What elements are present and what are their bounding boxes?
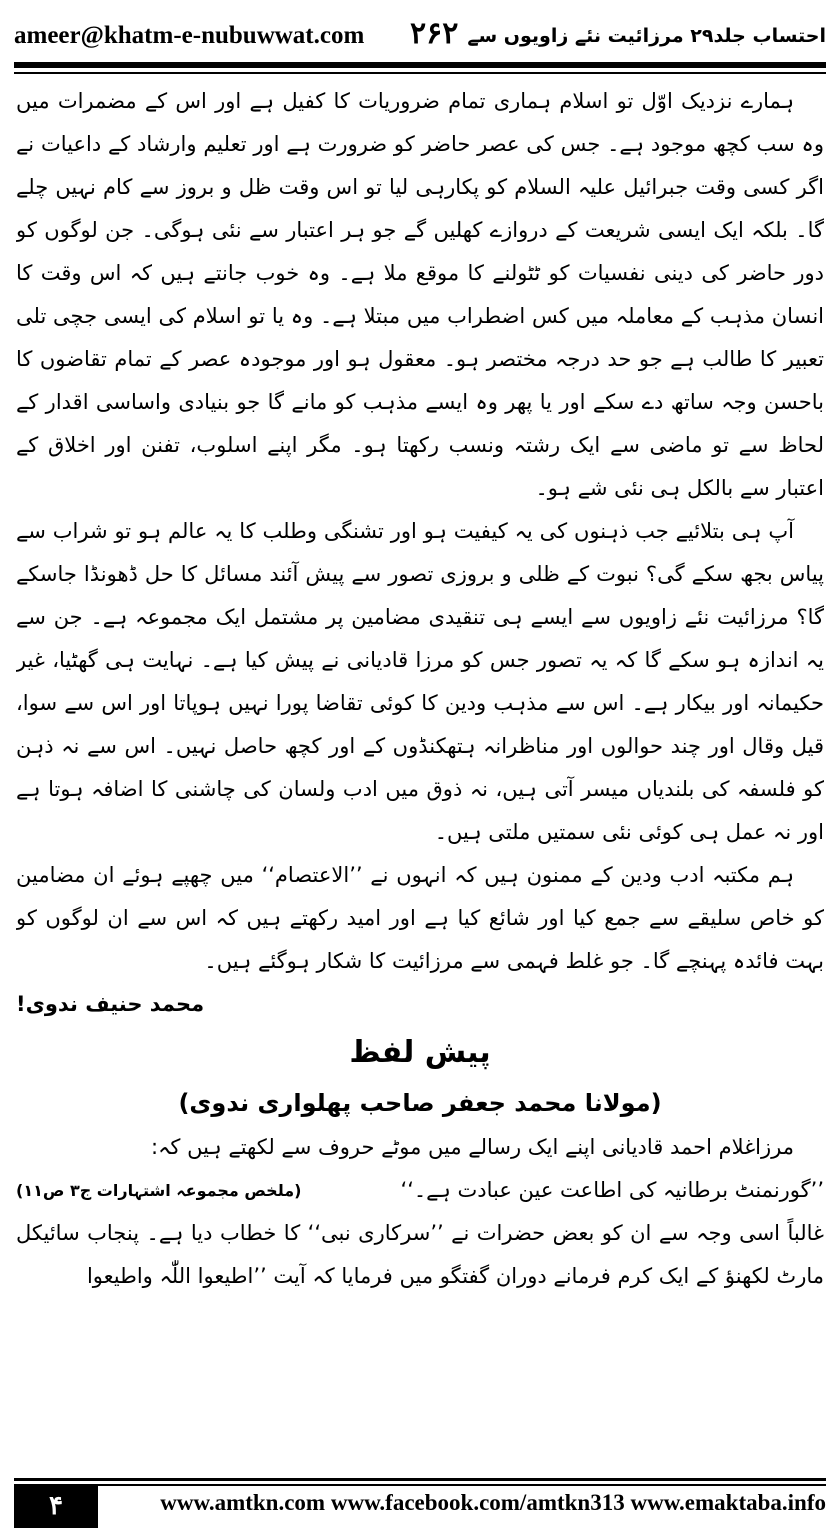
paragraph-3: ہم مکتبہ ادب ودین کے ممنون ہیں کہ انہوں نے ’’الاعتصام‘‘ میں چھپے ہوئے ان مضامین کو خاص سلیقے سے جمع کیا اور شائع کیا ہے اور امید رکھتے ہیں کہ اس سے ان لوگوں کو بہت فائدہ پہنچے گا۔ جو غلط فہمی سے مرزائیت کا شکار ہوگئے ہیں۔ [16, 863, 824, 973]
paragraph-2: آپ ہی بتلائیے جب ذہنوں کی یہ کیفیت ہو اور تشنگی وطلب کا یہ عالم ہو تو شراب سے پیاس بجھ سکے گی؟ نبوت کے ظلی و بروزی تصور سے پیش آئند مسائل کا حل ڈھونڈا جاسکے گا؟ مرزائیت نئے زاویوں سے ایسے ہی تنقیدی مضامین پر مشتمل ایک مجموعہ ہے۔ جن سے یہ اندازہ ہو سکے گا کہ یہ تصور جس کو مرزا قادیانی نے پیش کیا ہے۔ نہایت ہی گھٹیا، غیر حکیمانہ اور بیکار ہے۔ اس سے مذہب ودین کا کوئی تقاضا پورا نہیں ہوپاتا اور اس سے سوا، قیل وقال اور چند حوالوں اور مناظرانہ ہتھکنڈوں کے اور کچھ حاصل نہیں۔ اس سے نہ ذہن کو فلسفہ کی بلندیاں میسر آتی ہیں، نہ ذوق میں ادب ولسان کی چاشنی کا اضافہ ہوتا ہے اور نہ عمل ہی کوئی نئی سمتیں ملتی ہیں۔ [16, 519, 824, 844]
header-page-number: ۲۶۲ [410, 16, 459, 51]
header-book-title: احتساب جلد۲۹ مرزائیت نئے زاویوں سے [467, 25, 826, 47]
paragraph-1: ہمارے نزدیک اوّل تو اسلام ہماری تمام ضروریات کا کفیل ہے اور اس کے مضمرات میں وہ سب کچھ موجود ہے۔ جس کی عصر حاضر کو ضرورت ہے اور تعلیم وارشاد کے داعیات نے اگر کسی وقت جبرائیل علیہ السلام کو پکارہی لیا تو اس وقت ظل و بروز سے کام نہیں چلے گا۔ بلکہ ایک ایسی شریعت کے دروازے کھلیں گے جو ہر اعتبار سے نئی ہوگی۔ جن لوگوں کو دور حاضر کی دینی نفسیات کو ٹٹولنے کا موقع ملا ہے۔ وہ خوب جانتے ہیں کہ اس وقت کا انسان مذہب کے معاملہ میں کس اضطراب میں مبتلا ہے۔ وہ یا تو اسلام کی ایسی جچی تلی تعبیر کا طالب ہے جو حد درجہ مختصر ہو۔ معقول ہو اور موجودہ عصر کے تمام تقاضوں کا باحسن وجہ ساتھ دے سکے اور یا پھر وہ ایسے مذہب کو مانے گا جو بنیادی واساسی اقدار کے لحاظ سے تو ماضی سے ایک رشتہ ونسب رکھتا ہو۔ مگر اپنے اسلوب، تفنن اور اخلاق کے اعتبار سے بالکل ہی نئی شے ہو۔ [16, 89, 824, 500]
paragraph-4: مرزاغلام احمد قادیانی اپنے ایک رسالے میں موٹے حروف سے لکھتے ہیں کہ: [151, 1135, 794, 1159]
section-subtitle: (مولانا محمد جعفر صاحب پھلواری ندوی) [178, 1089, 662, 1117]
footer-page-box: ۴ [14, 1484, 98, 1528]
section-title: پیش لفظ [349, 1035, 491, 1070]
quote-row [16, 1169, 824, 1212]
header-rule-thick [14, 62, 826, 68]
header-email[interactable]: ameer@khatm-e-nubuwwat.com [14, 22, 365, 49]
header-rule-thin [14, 72, 826, 74]
page-content [16, 80, 824, 1462]
page-header [14, 14, 826, 58]
footer-urls[interactable]: www.amtkn.com www.facebook.com/amtkn313 www.emaktaba.info [160, 1490, 826, 1515]
footer-rule-top [14, 1478, 826, 1481]
page-footer [14, 1478, 826, 1528]
footer-rule-bottom [14, 1484, 826, 1486]
paragraph-5: غالباً اسی وجہ سے ان کو بعض حضرات نے ’’سرکاری نبی‘‘ کا خطاب دیا ہے۔ پنجاب سائیکل مارٹ لکھنؤ کے ایک کرم فرمانے دوران گفتگو میں فرمایا کہ آیت ’’اطیعوا اللّٰہ واطیعوا [16, 1221, 824, 1288]
quote-text: ’’گورنمنٹ برطانیہ کی اطاعت عین عبادت ہے۔‘‘ [400, 1178, 824, 1202]
signature: محمد حنیف ندوی! [16, 992, 205, 1016]
quote-reference: (ملخص مجموعہ اشتہارات ج۳ ص۱۱) [16, 1181, 302, 1200]
signature-row [16, 983, 824, 1026]
